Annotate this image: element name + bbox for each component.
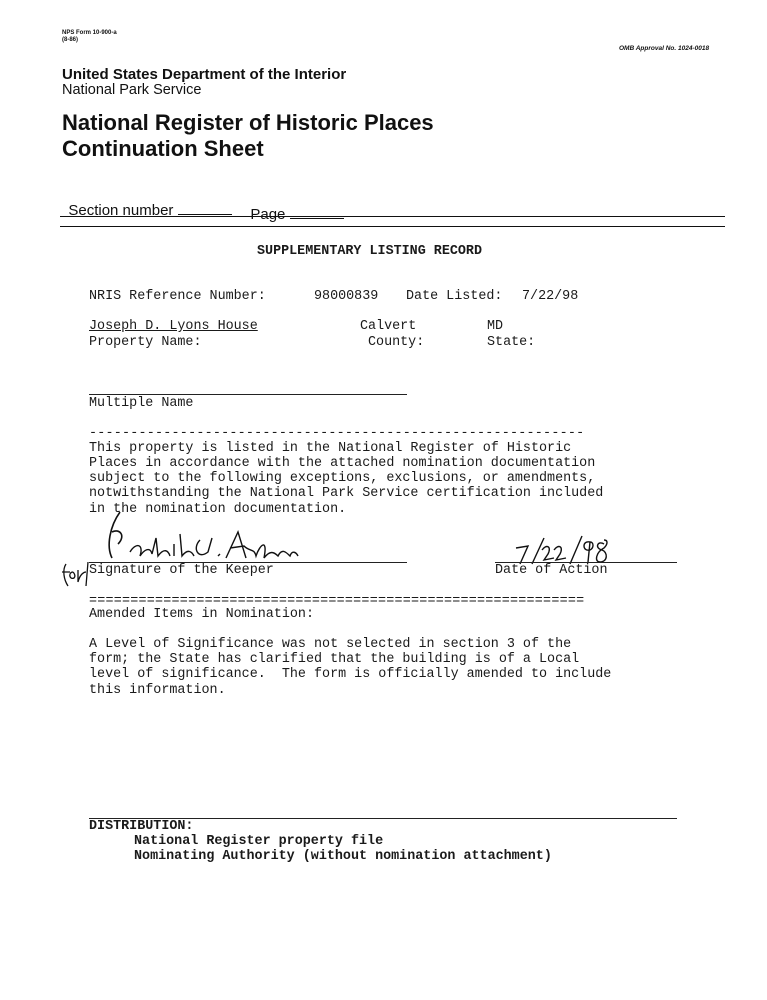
page-title-line2: Continuation Sheet: [62, 136, 264, 161]
date-of-action-label: Date of Action: [495, 563, 608, 578]
keeper-signature: [100, 508, 300, 568]
service-name: National Park Service: [62, 82, 202, 98]
record-heading: SUPPLEMENTARY LISTING RECORD: [257, 244, 482, 259]
signature-label: Signature of the Keeper: [89, 563, 274, 578]
section-number-blank: [178, 213, 232, 215]
county-label: County:: [368, 335, 425, 350]
property-name-label: Property Name:: [89, 335, 202, 350]
date-listed-label: Date Listed:: [406, 289, 503, 304]
nris-label: NRIS Reference Number:: [89, 289, 266, 304]
date-listed-value: 7/22/98: [522, 289, 579, 304]
page-label: Page: [250, 206, 286, 223]
amendment-line: form; the State has clarified that the building is of a Local: [89, 652, 580, 667]
section-number-label: Section number: [68, 202, 174, 219]
omb-approval: OMB Approval No. 1024-0018: [619, 45, 710, 52]
equals-separator: ============================================================: [89, 594, 585, 609]
statement-line: This property is listed in the National Register of Historic: [89, 441, 572, 456]
page-field: [242, 189, 344, 223]
property-name-value: Joseph D. Lyons House: [89, 319, 258, 334]
county-value: Calvert: [360, 319, 417, 334]
header-rule-1: [60, 216, 725, 217]
statement-line: notwithstanding the National Park Service certification included: [89, 486, 604, 501]
nris-value: 98000839: [314, 289, 379, 304]
statement-line: in the nomination documentation.: [89, 502, 347, 517]
for-handwritten: [60, 560, 90, 588]
multiple-name-label: Multiple Name: [89, 396, 194, 411]
statement-line: Places in accordance with the attached nomination documentation: [89, 456, 596, 471]
page-blank: [290, 217, 344, 219]
page-title-line1: National Register of Historic Places: [62, 110, 434, 135]
dash-separator: ------------------------------------------------------------: [89, 426, 585, 441]
amended-items-label: Amended Items in Nomination:: [89, 607, 314, 622]
department-name: United States Department of the Interior: [62, 66, 347, 83]
amendment-line: level of significance. The form is officially amended to include: [89, 667, 612, 682]
state-label: State:: [487, 335, 536, 350]
state-value: MD: [487, 319, 504, 334]
distribution-item: National Register property file: [134, 834, 384, 849]
section-number-field: [60, 185, 232, 219]
distribution-item: Nominating Authority (without nomination attachment): [134, 849, 552, 864]
form-date: (8-86): [62, 37, 79, 43]
amendment-line: this information.: [89, 683, 226, 698]
header-rule-2: [60, 226, 725, 227]
distribution-label: DISTRIBUTION:: [89, 819, 194, 834]
statement-line: subject to the following exceptions, exclusions, or amendments,: [89, 471, 596, 486]
multiple-name-blank: [89, 394, 407, 395]
amendment-line: A Level of Significance was not selected in section 3 of the: [89, 637, 572, 652]
form-number: NPS Form 10-900-a: [62, 30, 117, 36]
